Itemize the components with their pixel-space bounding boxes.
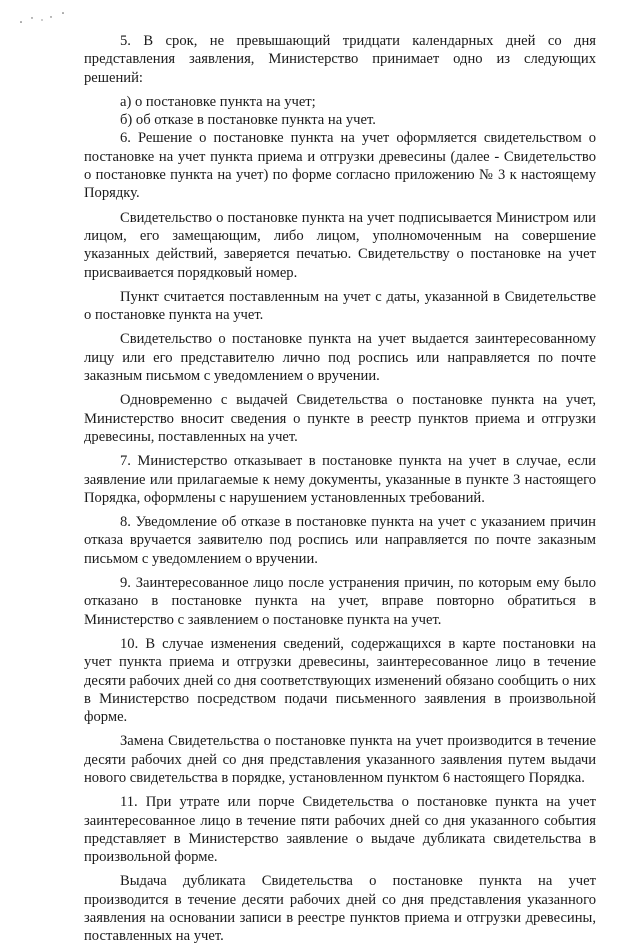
paragraph-item-5: 5. В срок, не превышающий тридцати календарных дней со дня представления заявления, Министерство принимает одно из следующих решений: xyxy=(84,33,596,86)
document-page xyxy=(84,32,596,946)
paragraph-item-7: 7. Министерство отказывает в постановке пункта на учет в случае, если заявление или прилагаемые к нему документы, указанные в пункте 3 настоящего Порядка, оформлены с нарушением установленных требований. xyxy=(84,453,596,506)
paragraph-item-8: 8. Уведомление об отказе в постановке пункта на учет с указанием причин отказа вручается заявителю под роспись или направляется по почте заказным письмом с уведомлением о вручении. xyxy=(84,514,596,567)
paragraph-item-5b: б) об отказе в постановке пункта на учет. xyxy=(120,112,376,129)
paragraph-item-6: 6. Решение о постановке пункта на учет оформляется свидетельством о постановке на учет пункта приема и отгрузки древесины (далее - Свидетельство о постановке пункта на учет) по форме согласно приложению № 3 к настоящему Порядку. xyxy=(84,130,596,202)
paragraph-registry-entry: Одновременно с выдачей Свидетельства о постановке пункта на учет, Министерство вносит сведения о пункте в реестр пунктов приема и отгрузки древесины, поставленных на учет. xyxy=(84,392,596,445)
paragraph-certificate-delivery: Свидетельство о постановке пункта на учет выдается заинтересованному лицу или его представителю лично под роспись или направляется по почте заказным письмом с уведомлением о вручении. xyxy=(84,331,596,385)
paragraph-item-11: 11. При утрате или порче Свидетельства о постановке пункта на учет заинтересованное лицо в течение пяти рабочих дней со дня указанного события представляет в Министерство заявление о выдаче дубликата свидетельства в произвольной форме. xyxy=(84,794,596,866)
paragraph-duplicate-issuance: Выдача дубликата Свидетельства о постановке пункта на учет производится в течение десяти рабочих дней со дня представления указанного заявления на основании записи в реестре пунктов приема и отгрузки древесины, поставленных на учет. xyxy=(84,873,596,945)
paragraph-registration-date: Пункт считается поставленным на учет с даты, указанной в Свидетельстве о постановке пункта на учет. xyxy=(84,288,596,324)
paragraph-item-5a: а) о постановке пункта на учет; xyxy=(120,93,316,110)
paragraph-certificate-replacement: Замена Свидетельства о постановке пункта на учет производится в течение десяти рабочих дней со дня представления указанного заявления путем выдачи нового свидетельства в порядке, установленном пунктом 6 настоящего Порядка. xyxy=(84,733,596,786)
paragraph-item-10: 10. В случае изменения сведений, содержащихся в карте постановки на учет пункта приема и отгрузки древесины, заинтересованное лицо в течение десяти рабочих дней со дня соответствующих изменений обязано сообщить о них в Министерство посредством подачи письменного заявления в произвольной форме. xyxy=(84,635,596,726)
scan-specks xyxy=(18,8,78,28)
paragraph-certificate-signing: Свидетельство о постановке пункта на учет подписывается Министром или лицом, его замещающим, либо лицом, уполномоченным на совершение указанных действий, заверяется печатью. Свидетельству о постановке на учет присваивается порядковый номер. xyxy=(84,209,596,281)
paragraph-item-9: 9. Заинтересованное лицо после устранения причин, по которым ему было отказано в постановке пункта на учет, вправе повторно обратиться в Министерство с заявлением о постановке пункта на учет. xyxy=(84,575,596,628)
